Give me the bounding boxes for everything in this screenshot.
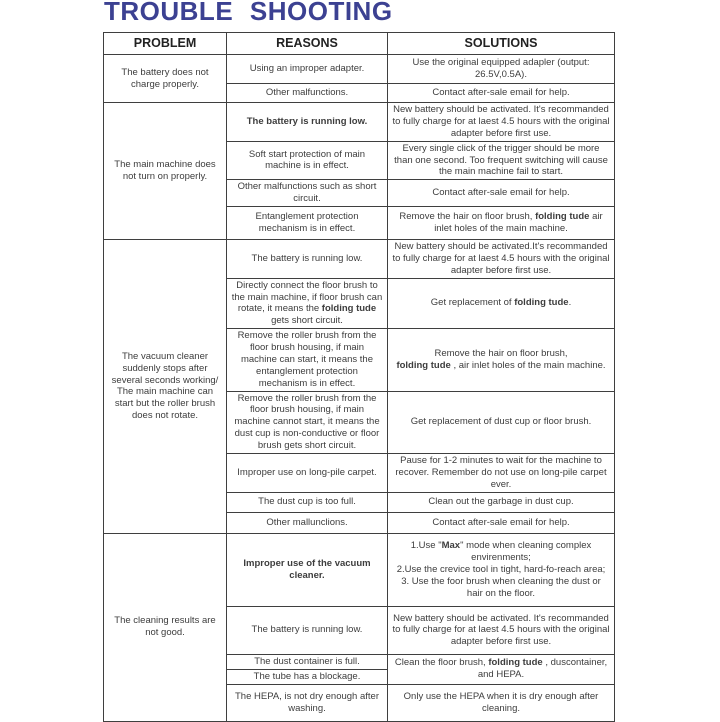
solution-line <box>392 540 610 564</box>
solution-cell <box>388 278 615 329</box>
reason-cell: Improper use on long-pile carpet. <box>227 453 388 492</box>
reason-cell: Other malfunctions. <box>227 84 388 103</box>
reason-cell: The battery is running low. <box>227 103 388 142</box>
solution-cell: Contact after-sale email for help. <box>388 180 615 207</box>
page-title: TROUBLE SHOOTING <box>104 0 393 26</box>
reason-cell: Other malfunctions such as short circuit. <box>227 180 388 207</box>
solution-text: Remove the hair on floor brush, <box>434 347 568 359</box>
reason-cell: The battery is running low. <box>227 240 388 279</box>
problem-cell: The cleaning results are not good. <box>104 533 227 721</box>
reason-cell: The tube has a blockage. <box>227 669 388 684</box>
solution-cell: Only use the HEPA when it is dry enough after cleaning. <box>388 684 615 721</box>
reason-cell: Remove the roller brush from the floor brush housing, if main machine can start, it means the entanglement protection mechanism is in effect. <box>227 329 388 391</box>
reason-cell: Soft start protection of main machine is in effect. <box>227 141 388 180</box>
solution-text: 1.Use " <box>410 540 442 552</box>
table-row <box>104 55 615 84</box>
reason-cell: Remove the roller brush from the floor brush housing, if main machine cannot start, it means the dust cup is non-conductive or floor brush gets short circuit. <box>227 391 388 453</box>
solution-cell: New battery should be activated.It's recommanded to fully charge for at laest 4.5 hours with the original adapter before first use. <box>388 240 615 279</box>
solution-cell: New battery should be activated. It's recommanded to fully charge for at laest 4.5 hours with the original adapter before first use. <box>388 103 615 142</box>
solution-cell <box>388 533 615 606</box>
solution-line: 2.Use the crevice tool in tight, hard-fo-reach area; <box>396 563 606 575</box>
solution-text-bold: Max <box>441 540 461 552</box>
reason-text-bold: folding tude <box>321 303 377 315</box>
solution-text: Get replacement of <box>430 297 515 309</box>
col-header-problem: PROBLEM <box>104 33 227 55</box>
solution-cell: Pause for 1-2 minutes to wait for the machine to recover. Remember do not use on long-pile carpet ever. <box>388 453 615 492</box>
solution-line: 3. Use the foor brush when cleaning the dust or hair on the floor. <box>401 575 601 599</box>
troubleshooting-table <box>103 32 615 722</box>
solution-cell <box>388 329 615 391</box>
solution-text-bold: folding tude <box>488 657 543 669</box>
solution-cell: Contact after-sale email for help. <box>388 84 615 103</box>
solution-text: . <box>568 297 572 309</box>
reason-cell: Using an improper adapter. <box>227 55 388 84</box>
solution-cell: New battery should be activated. It's recommanded to fully charge for at laest 4.5 hours with the original adapter before first use. <box>388 606 615 654</box>
solution-text: , duscontainer, and HEPA. <box>477 657 608 681</box>
table-row <box>104 533 615 606</box>
reason-cell: The HEPA, is not dry enough after washing. <box>227 684 388 721</box>
solution-text: Clean the floor brush, <box>394 657 489 669</box>
solution-cell: Contact after-sale email for help. <box>388 512 615 533</box>
col-header-solutions: SOLUTIONS <box>388 33 615 55</box>
reason-cell: Other mallunclions. <box>227 512 388 533</box>
header-row <box>104 33 615 55</box>
reason-text: Directly connect the floor brush to the main machine, if floor brush can rotate, it means the <box>231 279 383 315</box>
solution-text: " mode when cleaning complex envirenments; <box>460 540 592 564</box>
table-row <box>104 103 615 142</box>
solution-cell: Use the original equipped adapler (output: 26.5V,0.5A). <box>388 55 615 84</box>
solution-cell <box>388 207 615 240</box>
solution-text-bold: folding tude <box>535 211 590 223</box>
reason-cell: Improper use of the vacuum cleaner. <box>227 533 388 606</box>
reason-cell: The battery is running low. <box>227 606 388 654</box>
solution-cell: Clean out the garbage in dust cup. <box>388 492 615 512</box>
reason-text: gets short circuit. <box>271 315 343 327</box>
problem-cell: The main machine does not turn on properly. <box>104 103 227 240</box>
solution-text-bold: folding tude <box>396 359 451 371</box>
solution-cell: Get replacement of dust cup or floor brush. <box>388 391 615 453</box>
problem-cell: The battery does not charge properly. <box>104 55 227 103</box>
problem-cell: The vacuum cleaner suddenly stops after several seconds working/ The main machine can start but the roller brush does not rotate. <box>104 240 227 534</box>
solution-cell: Every single click of the trigger should be more than one second. Too frequent switching will cause the main machine fail to start. <box>388 141 615 180</box>
reason-cell: The dust cup is too full. <box>227 492 388 512</box>
col-header-reasons: REASONS <box>227 33 388 55</box>
solution-text: air inlet holes of the main machine. <box>434 211 603 234</box>
reason-cell <box>227 278 388 329</box>
table-row <box>104 240 615 279</box>
solution-text-bold: folding tude <box>514 297 569 309</box>
reason-cell: Entanglement protection mechanism is in effect. <box>227 207 388 240</box>
solution-cell <box>388 654 615 684</box>
reason-cell: The dust container is full. <box>227 654 388 669</box>
solution-text: Remove the hair on floor brush, <box>399 211 536 223</box>
solution-text: , air inlet holes of the main machine. <box>450 359 606 371</box>
